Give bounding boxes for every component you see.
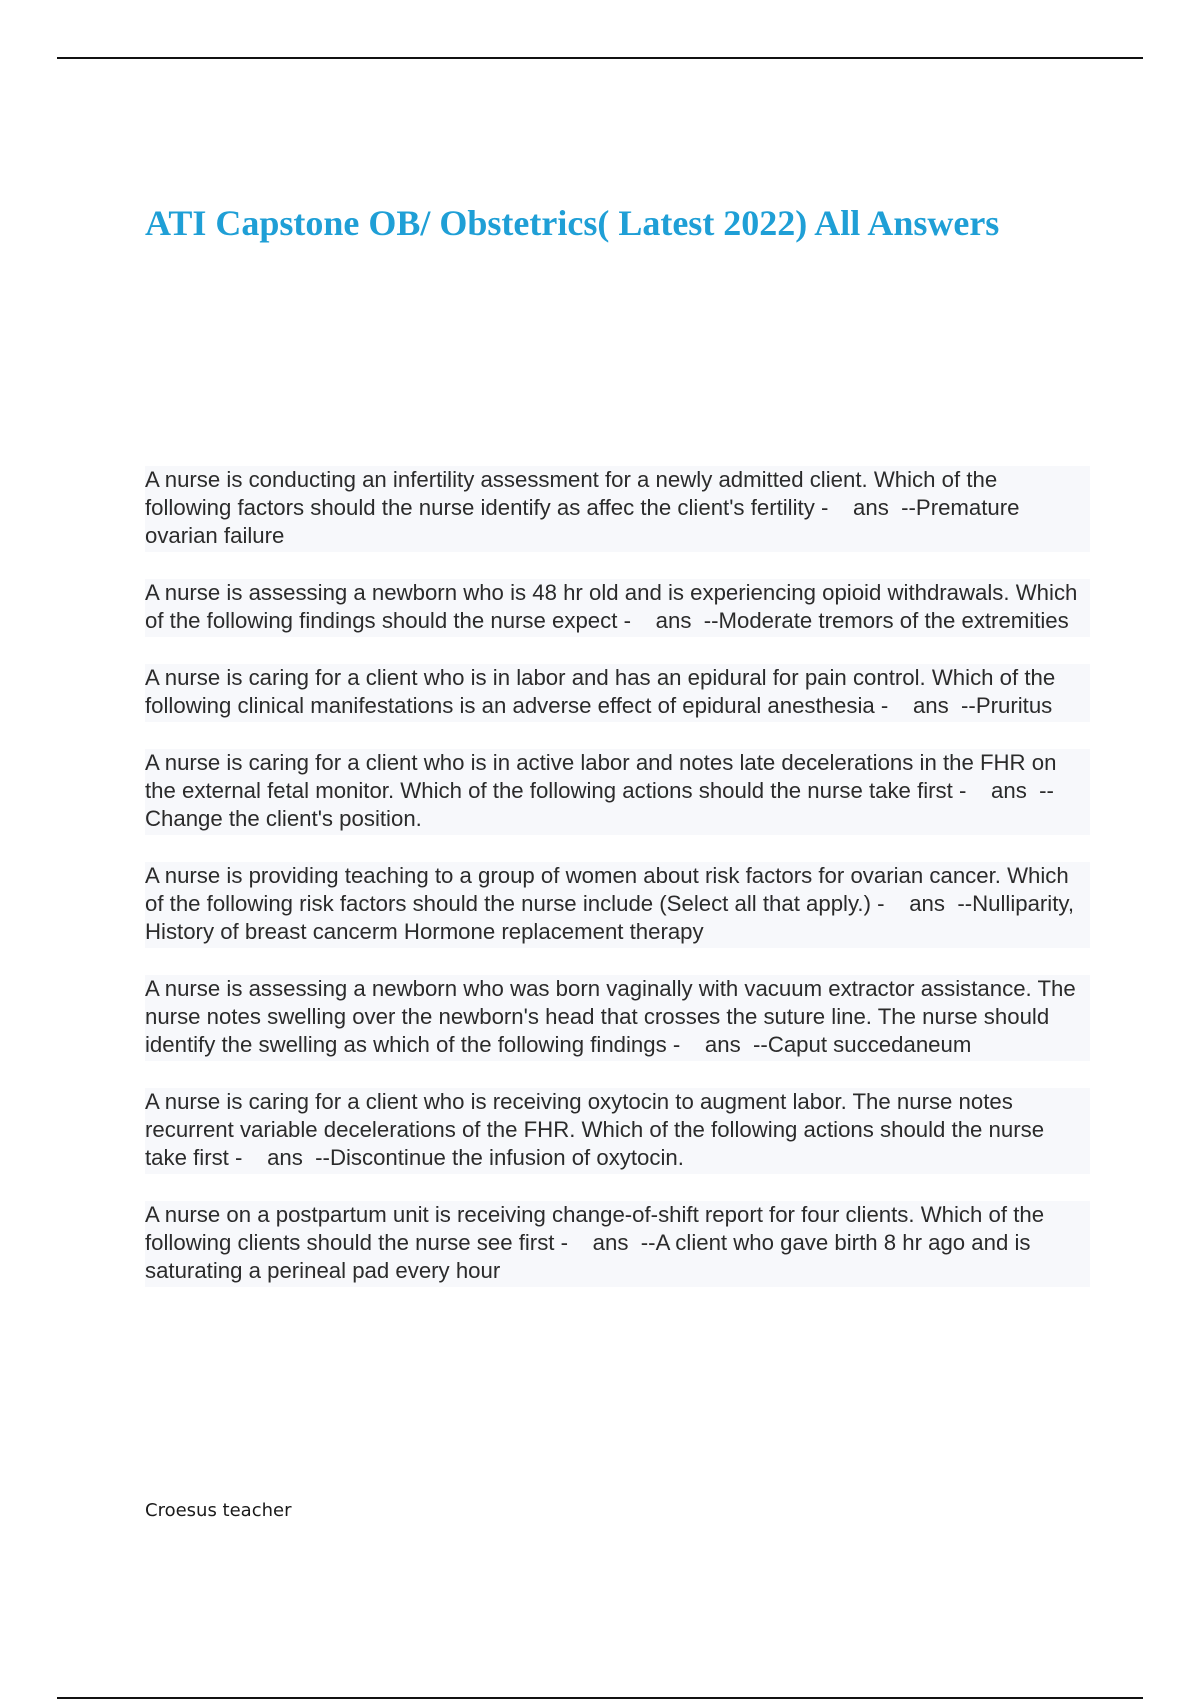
- answer-separator: ans --: [686, 1032, 768, 1057]
- footer-author: Croesus teacher: [145, 1500, 292, 1521]
- qa-item: [145, 1201, 1090, 1287]
- answer-text: Nulliparity, History of breast cancerm Hormone replacement therapy: [145, 891, 1081, 944]
- answer-text: A client who gave birth 8 hr ago and is saturating a perineal pad every hour: [145, 1230, 1037, 1283]
- question-text: A nurse on a postpartum unit is receiving change-of-shift report for four clients. Which of the following clients should the nurse see first -: [145, 1202, 1051, 1255]
- answer-text: Change the client's position.: [145, 806, 422, 831]
- qa-item: [145, 862, 1090, 948]
- answer-separator: ans --: [248, 1145, 330, 1170]
- document-title: ATI Capstone OB/ Obstetrics( Latest 2022) All Answers: [145, 203, 1000, 243]
- question-text: A nurse is caring for a client who is receiving oxytocin to augment labor. The nurse notes recurrent variable decelerations of the FHR. Which of the following actions should the nurse take first -: [145, 1089, 1051, 1170]
- qa-item: [145, 466, 1090, 552]
- qa-item: [145, 975, 1090, 1061]
- answer-separator: ans --: [890, 891, 973, 916]
- answer-separator: ans --: [894, 693, 976, 718]
- qa-item: [145, 1088, 1090, 1174]
- answer-separator: ans --: [972, 778, 1054, 803]
- bottom-rule: [57, 1697, 1143, 1699]
- question-answer-list: [145, 466, 1090, 1314]
- question-text: A nurse is caring for a client who is in active labor and notes late decelerations in the FHR on the external fetal monitor. Which of the following actions should the nurse take first -: [145, 750, 1063, 803]
- answer-text: Caput succedaneum: [767, 1032, 972, 1057]
- answer-text: Premature ovarian failure: [145, 495, 1026, 548]
- question-text: A nurse is assessing a newborn who is 48 hr old and is experiencing opioid withdrawals. Which of the following findings should the nurse expect -: [145, 580, 1084, 633]
- question-text: A nurse is caring for a client who is in labor and has an epidural for pain control. Which of the following clinical manifestations is an adverse effect of epidural anesthesia -: [145, 665, 1062, 718]
- qa-item: [145, 579, 1090, 637]
- answer-separator: ans --: [834, 495, 916, 520]
- question-text: A nurse is assessing a newborn who was born vaginally with vacuum extractor assistance. The nurse notes swelling over the newborn's head that crosses the suture line. The nurse should identify the swelling as which of the following findings -: [145, 976, 1082, 1057]
- answer-separator: ans --: [637, 608, 719, 633]
- answer-text: Moderate tremors of the extremities: [718, 608, 1069, 633]
- question-text: A nurse is conducting an infertility assessment for a newly admitted client. Which of the following factors should the nurse identify as affec the client's fertility -: [145, 467, 1004, 520]
- qa-item: [145, 664, 1090, 722]
- answer-separator: ans --: [574, 1230, 656, 1255]
- qa-item: [145, 749, 1090, 835]
- top-rule: [57, 57, 1143, 59]
- answer-text: Discontinue the infusion of oxytocin.: [329, 1145, 684, 1170]
- answer-text: Pruritus: [975, 693, 1053, 718]
- question-text: A nurse is providing teaching to a group of women about risk factors for ovarian cancer. Which of the following risk factors should the nurse include (Select all that apply.) -: [145, 863, 1075, 916]
